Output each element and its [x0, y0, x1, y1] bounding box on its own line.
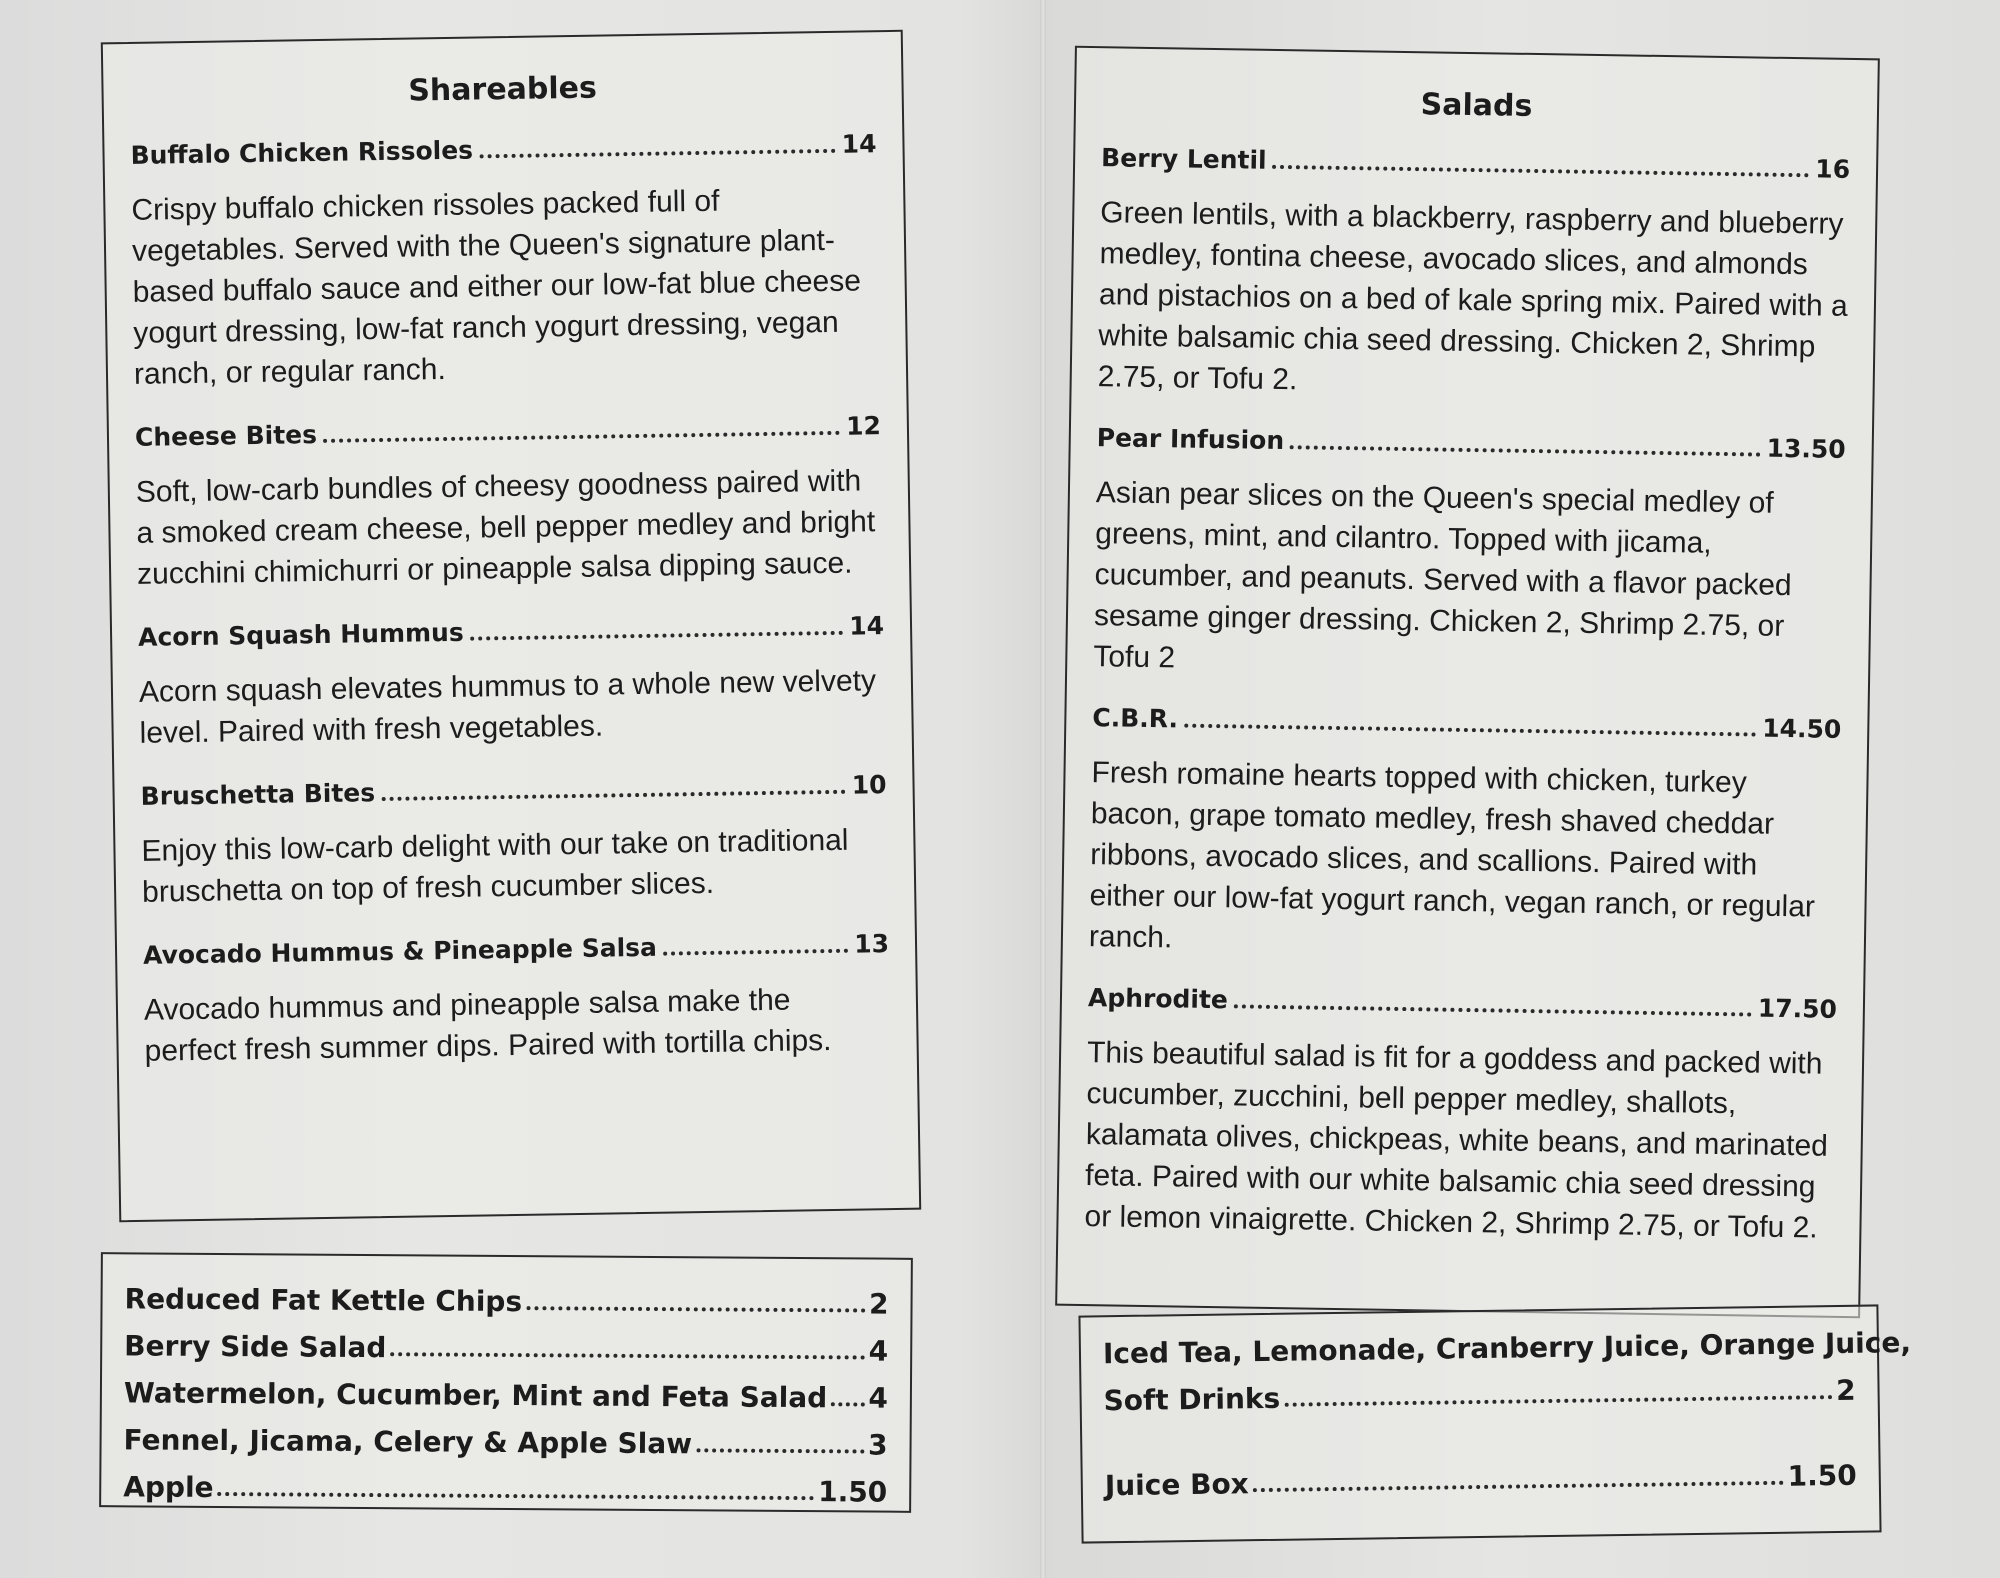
item-name: Buffalo Chicken Rissoles	[130, 135, 474, 170]
item-name: Berry Lentil	[1100, 143, 1267, 175]
dot-leader	[323, 431, 840, 443]
item-price: 16	[1815, 154, 1851, 184]
item-price: 10	[851, 770, 887, 800]
item-description: Soft, low-carb bundles of cheesy goodness paired with a smoked cream cheese, bell pepper medley and bright zucchini chimichurri or pineapple salsa dipping sauce.	[135, 464, 876, 591]
item-name: Bruschetta Bites	[140, 778, 376, 811]
item-price: 14	[841, 129, 877, 159]
menu-item	[1063, 703, 1868, 970]
item-price: 4	[868, 1381, 889, 1415]
dot-leader	[1284, 1395, 1832, 1407]
item-price: 1.50	[1787, 1458, 1857, 1493]
dot-leader	[1234, 1004, 1752, 1016]
item-description: This beautiful salad is fit for a goddess and packed with cucumber, zucchini, bell pepper medley, shallots, kalamata olives, chickpeas, white beans, and marinated feta. Paired with our white balsamic chia seed dressing or lemon vinaigrette. Chicken 2, Shrimp 2.75, or Tofu 2.	[1084, 1036, 1829, 1245]
dot-leader	[1184, 724, 1756, 737]
item-description: Asian pear slices on the Queen's special medley of greens, mint, and cilantro. Topped with jicama, cucumber, and peanuts. Served with a flavor packed sesame ginger dressing. Chicken 2, Shrimp 2.75, or Tofu 2	[1093, 476, 1792, 675]
item-description: Green lentils, with a blackberry, raspberry and blueberry medley, fontina cheese, avocado slices, and almonds and pistachios on a bed of kale spring mix. Paired with a white balsamic chia seed dressing. Chicken 2, Shrimp 2.75, or Tofu 2.	[1097, 196, 1848, 397]
menu-item	[1067, 423, 1872, 690]
menu-item	[1071, 143, 1876, 410]
item-line	[140, 770, 886, 811]
item-description: Acorn squash elevates hummus to a whole new velvety level. Paired with fresh vegetables.	[138, 664, 877, 750]
item-line	[1097, 423, 1846, 464]
item-description: Fresh romaine hearts topped with chicken, turkey bacon, grape tomato medley, fresh shaved cheddar ribbons, avocado slices, and scallions. Paired with either our low-fat yogurt ranch, vegan ranch, or regular ranch.	[1088, 756, 1816, 955]
dot-leader	[470, 631, 844, 641]
item-name: C.B.R.	[1092, 703, 1179, 734]
item-name: Juice Box	[1104, 1467, 1249, 1503]
item-price: 12	[845, 411, 882, 441]
page-fold	[1040, 0, 1046, 1578]
item-line	[135, 411, 881, 452]
dot-leader	[831, 1402, 864, 1406]
item-price: 1.50	[818, 1475, 888, 1509]
side-item	[102, 1268, 910, 1321]
item-name: Avocado Hummus & Pineapple Salsa	[142, 932, 658, 970]
item-line	[130, 129, 876, 170]
sides-list	[101, 1254, 911, 1509]
dot-leader	[696, 1448, 864, 1453]
menu-item	[114, 770, 914, 914]
item-line	[1088, 983, 1837, 1024]
item-name: Berry Side Salad	[124, 1329, 387, 1365]
side-item	[101, 1409, 909, 1462]
item-description: Avocado hummus and pineapple salsa make the perfect fresh summer dips. Paired with tortilla chips.	[143, 983, 832, 1068]
item-name: Aphrodite	[1087, 983, 1229, 1015]
item-line	[1092, 703, 1841, 744]
drink-item	[1104, 1445, 1857, 1502]
drink-item-name-line1: Iced Tea, Lemonade, Cranberry Juice, Orange Juice,	[1102, 1325, 1912, 1371]
item-line	[143, 929, 889, 970]
drinks-section	[1078, 1304, 1912, 1543]
item-price: 13.50	[1766, 433, 1846, 464]
menu-item	[112, 611, 912, 755]
item-line	[1101, 143, 1850, 184]
item-line	[138, 611, 884, 652]
dot-leader	[1290, 445, 1761, 456]
item-price: 13	[854, 929, 890, 959]
sides-section	[99, 1252, 913, 1513]
item-price: 14	[849, 611, 885, 641]
menu-item	[117, 929, 917, 1073]
dot-leader	[381, 790, 846, 801]
dot-leader	[526, 1306, 865, 1312]
item-name: Fennel, Jicama, Celery & Apple Slaw	[123, 1423, 693, 1461]
item-description: Crispy buffalo chicken rissoles packed full of vegetables. Served with the Queen's signature plant-based buffalo sauce and either our low-fat blue cheese yogurt dressing, low-fat ranch yogurt dressing, vegan ranch, or regular ranch.	[131, 184, 862, 391]
item-price: 2	[1835, 1373, 1856, 1408]
dot-leader	[1253, 1481, 1784, 1492]
dot-leader	[479, 149, 836, 159]
item-description: Enjoy this low-carb delight with our take on traditional bruschetta on top of fresh cucumber slices.	[141, 823, 849, 909]
item-price: 14.50	[1762, 713, 1842, 744]
dot-leader	[218, 1492, 815, 1500]
dot-leader	[1272, 165, 1809, 177]
item-price: 3	[867, 1428, 888, 1462]
drinks-list	[1080, 1306, 1912, 1503]
item-name: Watermelon, Cucumber, Mint and Feta Salad	[123, 1376, 828, 1415]
section-title-shareables: Shareables	[408, 70, 598, 109]
side-item	[102, 1362, 910, 1415]
side-item	[101, 1456, 909, 1509]
shareables-section	[101, 30, 921, 1222]
menu-item	[1058, 983, 1863, 1250]
item-name: Apple	[123, 1470, 214, 1504]
item-price: 17.50	[1757, 993, 1838, 1024]
item-name: Pear Infusion	[1096, 423, 1285, 456]
menu-item	[109, 411, 910, 596]
dot-leader	[663, 949, 848, 956]
side-item	[102, 1315, 910, 1368]
dot-leader	[390, 1352, 864, 1359]
item-name: Cheese Bites	[134, 420, 318, 452]
item-name: Soft Drinks	[1103, 1381, 1281, 1418]
item-price: 4	[868, 1334, 889, 1368]
item-price: 2	[868, 1287, 889, 1321]
salads-section	[1055, 46, 1880, 1318]
section-title-salads: Salads	[1420, 87, 1533, 124]
item-name: Acorn Squash Hummus	[137, 617, 464, 652]
item-name: Reduced Fat Kettle Chips	[124, 1282, 523, 1319]
menu-item	[104, 129, 906, 396]
